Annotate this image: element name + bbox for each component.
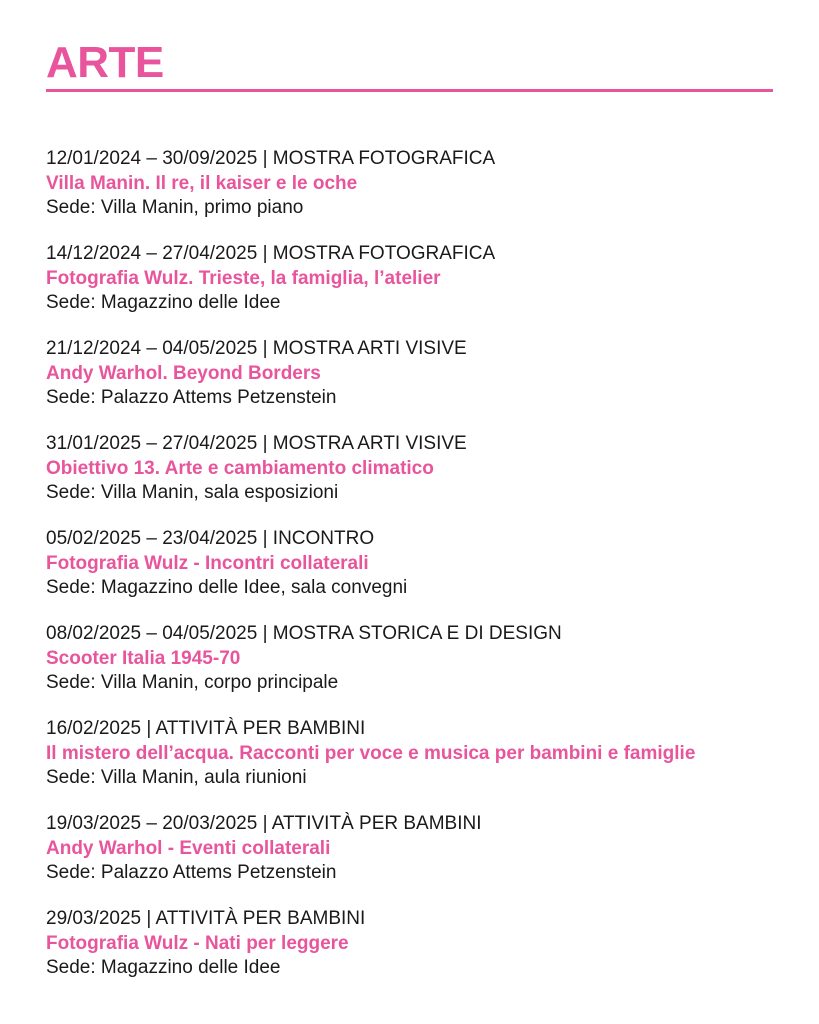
event-title[interactable]: Obiettivo 13. Arte e cambiamento climatico bbox=[46, 457, 434, 479]
event-title[interactable]: Il mistero dell’acqua. Racconti per voce e musica per bambini e famiglie bbox=[46, 742, 696, 764]
event-dates-category: 12/01/2024 – 30/09/2025 | MOSTRA FOTOGRAFICA bbox=[46, 148, 496, 169]
event-dates-category: 31/01/2025 – 27/04/2025 | MOSTRA ARTI VISIVE bbox=[46, 433, 467, 454]
event-venue: Sede: Palazzo Attems Petzenstein bbox=[46, 387, 337, 408]
event-title[interactable]: Fotografia Wulz - Nati per leggere bbox=[46, 932, 349, 954]
event-dates-category: 19/03/2025 – 20/03/2025 | ATTIVITÀ PER BAMBINI bbox=[46, 813, 482, 834]
event-item bbox=[46, 527, 786, 622]
event-item bbox=[46, 812, 786, 907]
event-dates-category: 16/02/2025 | ATTIVITÀ PER BAMBINI bbox=[46, 718, 366, 739]
event-item bbox=[46, 147, 786, 242]
event-venue: Sede: Villa Manin, corpo principale bbox=[46, 672, 339, 693]
event-venue: Sede: Villa Manin, primo piano bbox=[46, 197, 304, 218]
title-divider bbox=[46, 89, 773, 92]
event-title[interactable]: Scooter Italia 1945-70 bbox=[46, 647, 241, 669]
event-title[interactable]: Fotografia Wulz - Incontri collaterali bbox=[46, 552, 369, 574]
event-dates-category: 05/02/2025 – 23/04/2025 | INCONTRO bbox=[46, 528, 375, 549]
event-dates-category: 29/03/2025 | ATTIVITÀ PER BAMBINI bbox=[46, 908, 366, 929]
event-dates-category: 21/12/2024 – 04/05/2025 | MOSTRA ARTI VISIVE bbox=[46, 338, 467, 359]
event-item bbox=[46, 622, 786, 717]
event-title[interactable]: Andy Warhol. Beyond Borders bbox=[46, 362, 321, 384]
event-venue: Sede: Villa Manin, aula riunioni bbox=[46, 767, 307, 788]
event-item bbox=[46, 432, 786, 527]
event-item bbox=[46, 242, 786, 337]
event-title[interactable]: Fotografia Wulz. Trieste, la famiglia, l’atelier bbox=[46, 267, 441, 289]
event-venue: Sede: Villa Manin, sala esposizioni bbox=[46, 482, 339, 503]
event-title[interactable]: Andy Warhol - Eventi collaterali bbox=[46, 837, 331, 859]
event-venue: Sede: Palazzo Attems Petzenstein bbox=[46, 862, 337, 883]
event-list bbox=[46, 147, 786, 1002]
event-item bbox=[46, 907, 786, 1002]
event-dates-category: 08/02/2025 – 04/05/2025 | MOSTRA STORICA E DI DESIGN bbox=[46, 623, 562, 644]
event-venue: Sede: Magazzino delle Idee bbox=[46, 292, 281, 313]
event-venue: Sede: Magazzino delle Idee, sala convegni bbox=[46, 577, 408, 598]
event-title[interactable]: Villa Manin. Il re, il kaiser e le oche bbox=[46, 172, 358, 194]
event-venue: Sede: Magazzino delle Idee bbox=[46, 957, 281, 978]
event-item bbox=[46, 337, 786, 432]
event-dates-category: 14/12/2024 – 27/04/2025 | MOSTRA FOTOGRAFICA bbox=[46, 243, 496, 264]
event-item bbox=[46, 717, 786, 812]
page-title: ARTE bbox=[46, 38, 164, 87]
